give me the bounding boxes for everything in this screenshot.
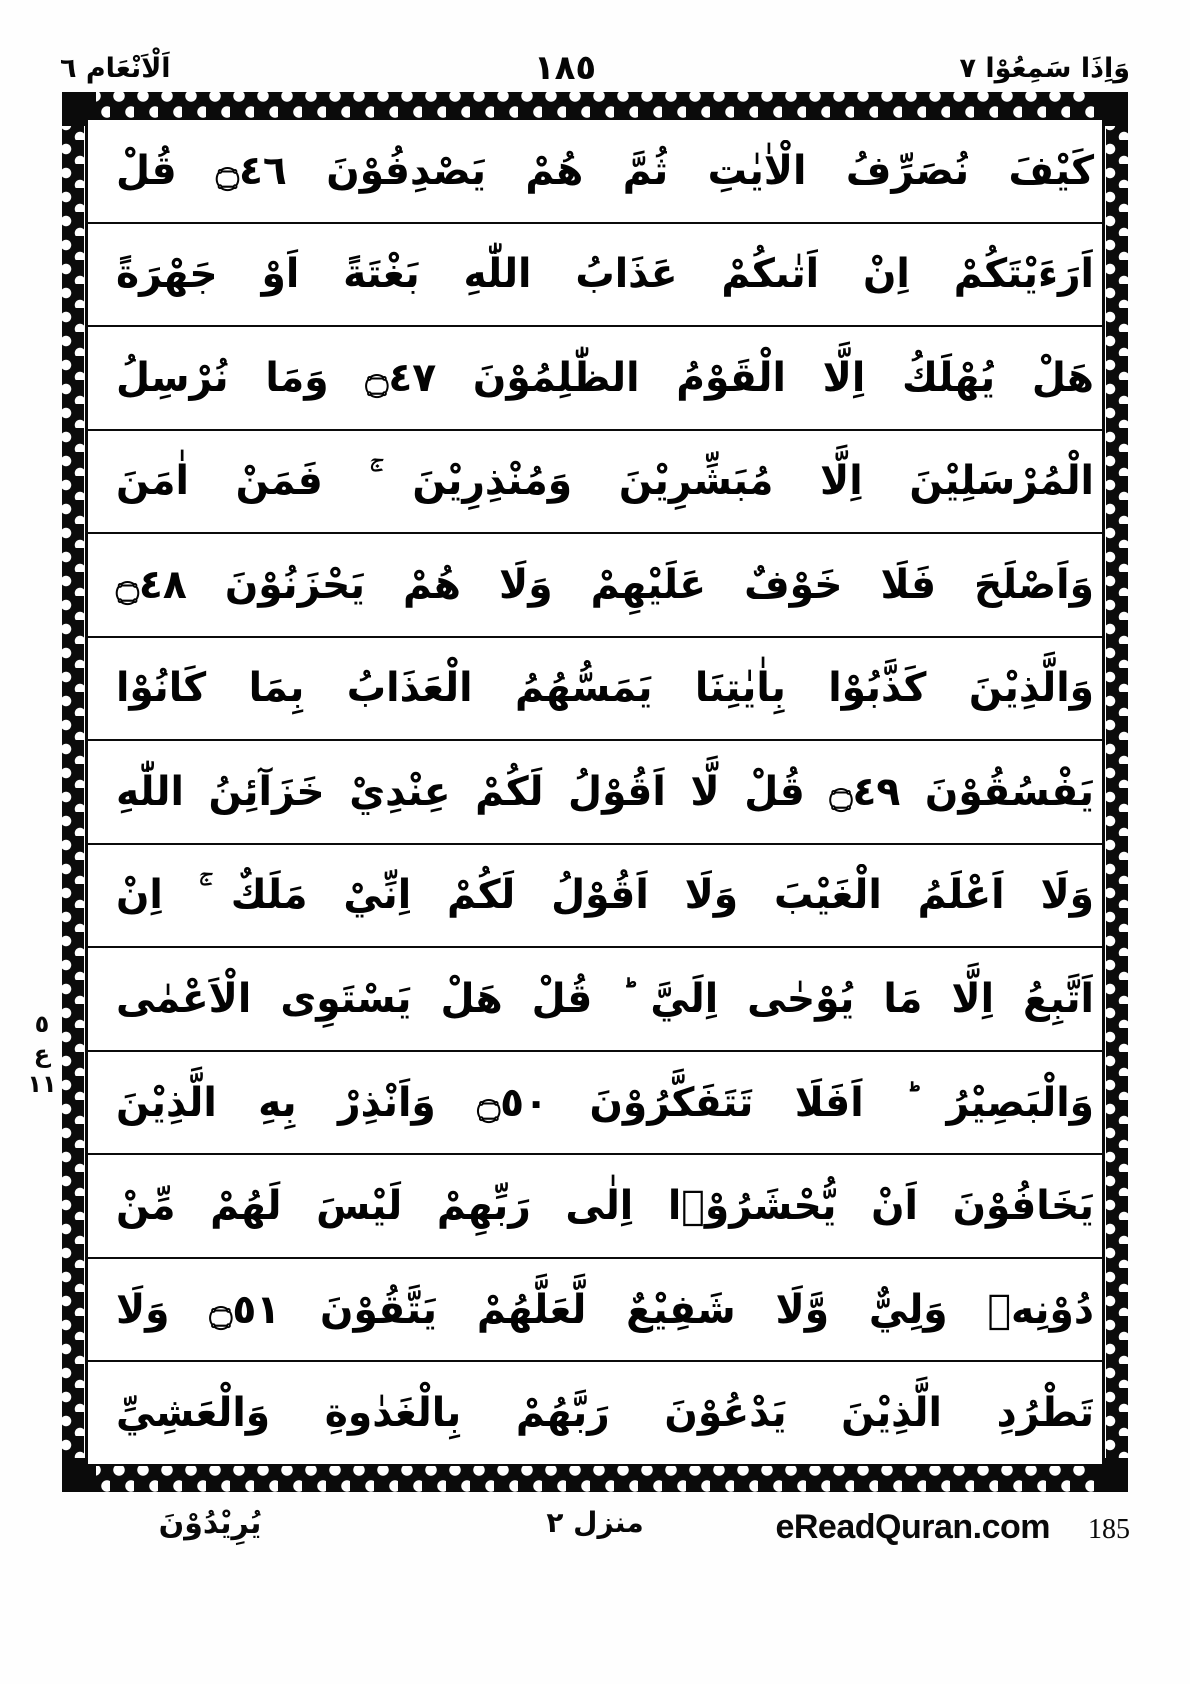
quran-text-block	[86, 118, 1104, 1466]
frame-band-top	[62, 92, 1128, 118]
ayah-line	[88, 638, 1102, 742]
ruku-bottom-number: ١١	[27, 1070, 57, 1098]
ayah-line-text: الْمُرْسَلِيْنَ اِلَّا مُبَشِّرِيْنَ وَمُنْذِرِيْنَ ۚ فَمَنْ اٰمَنَ	[115, 458, 1094, 505]
page-number-arabic: ١٨٥	[533, 48, 597, 88]
ayah-line	[88, 948, 1102, 1052]
ayah-line-text: هَلْ يُهْلَكُ اِلَّا الْقَوْمُ الظّٰلِمُوْنَ ۝٤٧ وَمَا نُرْسِلُ	[115, 354, 1094, 401]
ayah-line	[88, 845, 1102, 949]
ayah-line	[88, 431, 1102, 535]
ayah-line-text: وَلَا اَعْلَمُ الْغَيْبَ وَلَا اَقُوْلُ لَكُمْ اِنِّيْ مَلَكٌ ۚ اِنْ	[115, 872, 1094, 919]
juz-label: وَاِذَا سَمِعُوْا ٧	[959, 52, 1130, 84]
ayah-line-text: دُوْنِهٖ وَلِيٌّ وَّلَا شَفِيْعٌ لَّعَلَّهُمْ يَتَّقُوْنَ ۝٥١ وَلَا	[115, 1286, 1095, 1333]
catchword: يُرِيْدُوْنَ	[158, 1506, 262, 1541]
ayah-line-text: يَخَافُوْنَ اَنْ يُّحْشَرُوْۤا اِلٰى رَبِّهِمْ لَيْسَ لَهُمْ مِّنْ	[115, 1183, 1094, 1230]
ayah-line-text: اَرَءَيْتَكُمْ اِنْ اَتٰىكُمْ عَذَابُ اللّٰهِ بَغْتَةً اَوْ جَهْرَةً	[115, 251, 1094, 298]
ayah-line	[88, 1362, 1102, 1464]
ayah-line-text: وَالْبَصِيْرُ ؕ اَفَلَا تَتَفَكَّرُوْنَ ۝٥٠ وَاَنْذِرْ بِهِ الَّذِيْنَ	[115, 1079, 1095, 1126]
frame-band-right	[1106, 92, 1128, 1492]
page-header	[60, 44, 1130, 92]
frame-band-bottom	[62, 1466, 1128, 1492]
ayah-line	[88, 224, 1102, 328]
brand-watermark: eReadQuran.com	[775, 1508, 1050, 1546]
ayah-line	[88, 1259, 1102, 1363]
frame-band-left	[62, 92, 84, 1492]
ayah-line	[88, 534, 1102, 638]
ayah-line	[88, 1052, 1102, 1156]
ayah-line	[88, 1155, 1102, 1259]
page-footer	[0, 1500, 1190, 1580]
page-number-latin: 185	[1088, 1514, 1130, 1545]
ayah-line-text: تَطْرُدِ الَّذِيْنَ يَدْعُوْنَ رَبَّهُمْ بِالْغَدٰوةِ وَالْعَشِيِّ	[115, 1390, 1094, 1437]
surah-label: اَلْاَنْعَام ٦	[60, 52, 171, 84]
manzil-label: منزل ٢	[546, 1506, 644, 1539]
ruku-symbol-icon: ع	[33, 1040, 51, 1068]
ayah-line	[88, 327, 1102, 431]
ayah-line-text: وَالَّذِيْنَ كَذَّبُوْا بِاٰيٰتِنَا يَمَسُّهُمُ الْعَذَابُ بِمَا كَانُوْا	[115, 665, 1094, 712]
ayah-line-text: وَاَصْلَحَ فَلَا خَوْفٌ عَلَيْهِمْ وَلَا هُمْ يَحْزَنُوْنَ ۝٤٨	[115, 561, 1094, 608]
ruku-top-number: ٥	[34, 1010, 50, 1038]
ayah-line-text: كَيْفَ نُصَرِّفُ الْاٰيٰتِ ثُمَّ هُمْ يَصْدِفُوْنَ ۝٤٦ قُلْ	[115, 147, 1095, 194]
ayah-line-text: اَتَّبِعُ اِلَّا مَا يُوْحٰى اِلَيَّ ؕ قُلْ هَلْ يَسْتَوِى الْاَعْمٰى	[115, 976, 1094, 1023]
ayah-line-text: يَفْسُقُوْنَ ۝٤٩ قُلْ لَّا اَقُوْلُ لَكُمْ عِنْدِيْ خَزَآئِنُ اللّٰهِ	[115, 768, 1094, 815]
ayah-line	[88, 120, 1102, 224]
ruku-marker	[22, 1010, 62, 1098]
ayah-line	[88, 741, 1102, 845]
